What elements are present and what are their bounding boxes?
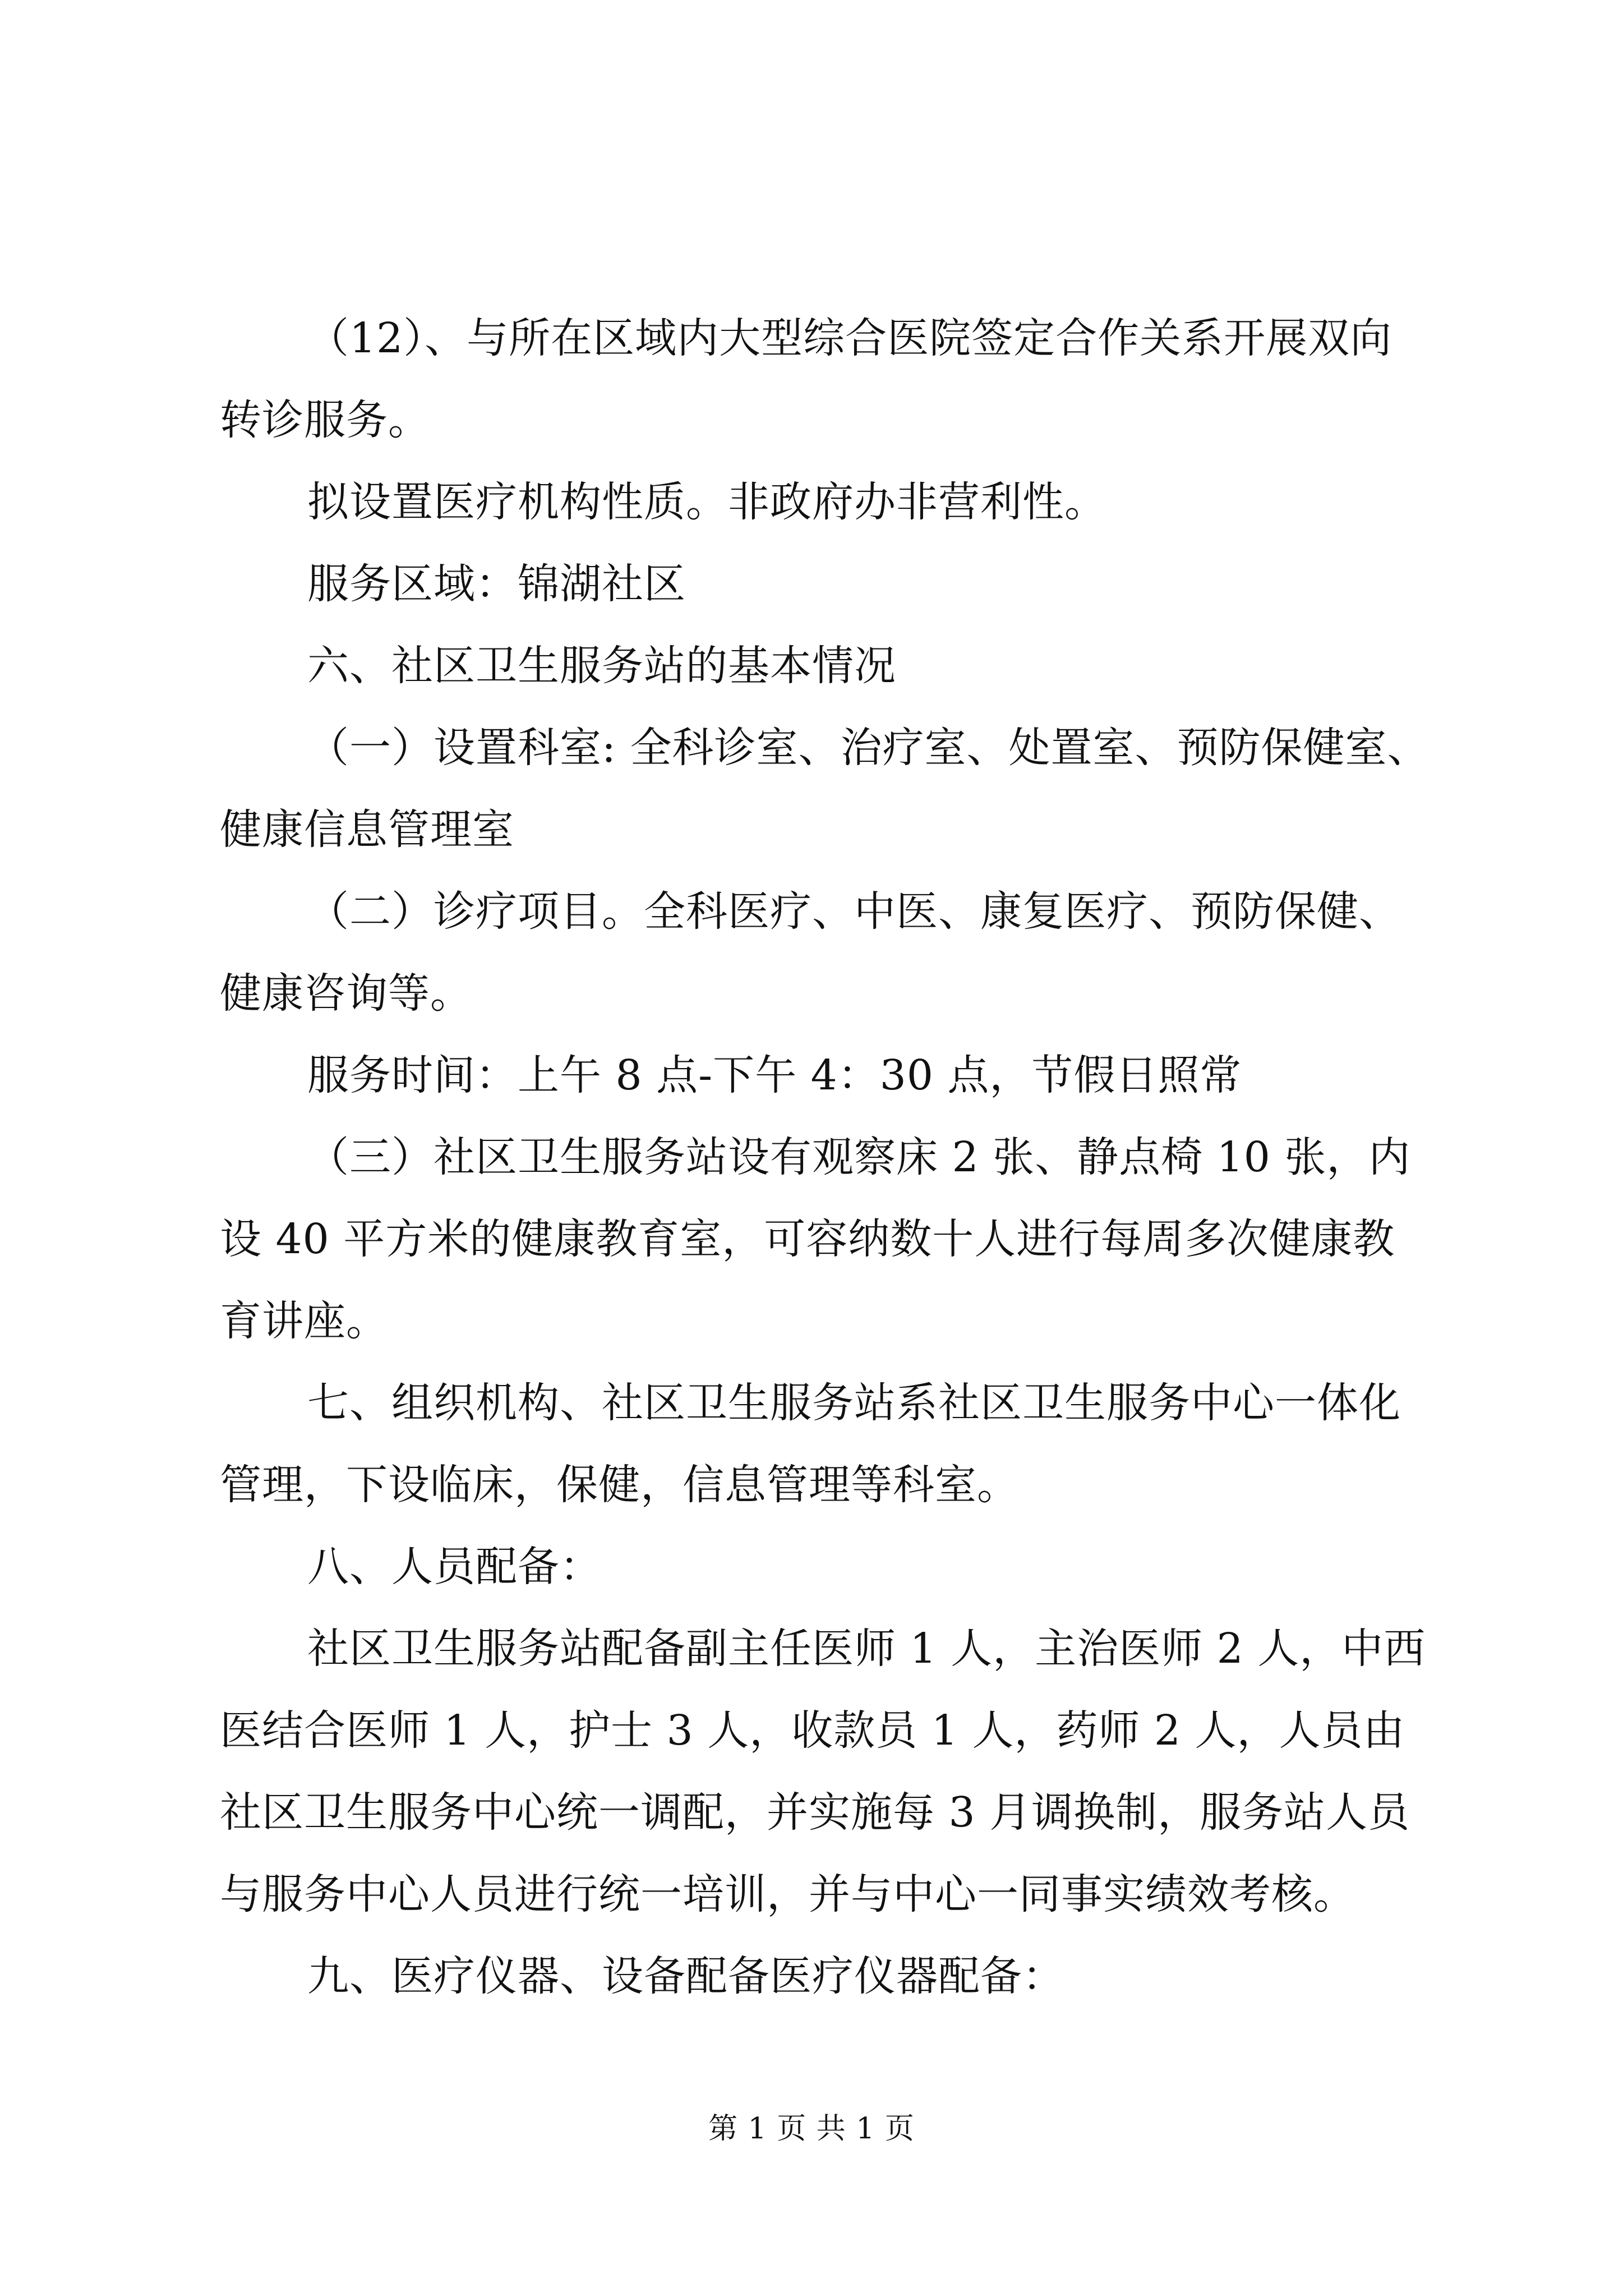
page-number-footer: 第 1 页 共 1 页 <box>708 2112 915 2146</box>
paragraph-service-area: 服务区域：锦湖社区 <box>307 560 686 608</box>
paragraph-facilities: （三）社区卫生服务站设有观察床 2 张、静点椅 10 张，内设 40 平方米的健康教育室，可容纳数十人进行每周多次健康教育讲座。 <box>220 1133 1411 1345</box>
paragraph-referral-service: （12）、与所在区域内大型综合医院签定合作关系开展双向转诊服务。 <box>220 314 1393 444</box>
paragraph-service-hours: 服务时间：上午 8 点-下午 4：30 点，节假日照常 <box>307 1051 1242 1099</box>
paragraph-institution-nature: 拟设置医疗机构性质。非政府办非营利性。 <box>307 478 1106 526</box>
paragraph-organization: 七、组织机构、社区卫生服务站系社区卫生服务中心一体化管理，下设临床，保健，信息管理等科室。 <box>220 1379 1401 1509</box>
section-heading-basic-info: 六、社区卫生服务站的基本情况 <box>307 642 896 690</box>
section-heading-equipment: 九、医疗仪器、设备配备医疗仪器配备： <box>307 1952 1064 2000</box>
section-heading-staffing: 八、人员配备： <box>307 1543 602 1591</box>
paragraph-staffing-details: 社区卫生服务站配备副主任医师 1 人，主治医师 2 人，中西医结合医师 1 人，护士 3 人，收款员 1 人，药师 2 人，人员由社区卫生服务中心统一调配，并实施每 3 月调换制，服务站人员与服务中心人员进行统一培训，并与中心一同事实绩效考核。 <box>220 1625 1426 1918</box>
document-body <box>220 297 1431 2017</box>
paragraph-departments: （一）设置科室: 全科诊室、治疗室、处置室、预防保健室、健康信息管理室 <box>220 724 1430 854</box>
paragraph-treatment-items: （二）诊疗项目。全科医疗、中医、康复医疗、预防保健、健康咨询等。 <box>220 887 1401 1018</box>
